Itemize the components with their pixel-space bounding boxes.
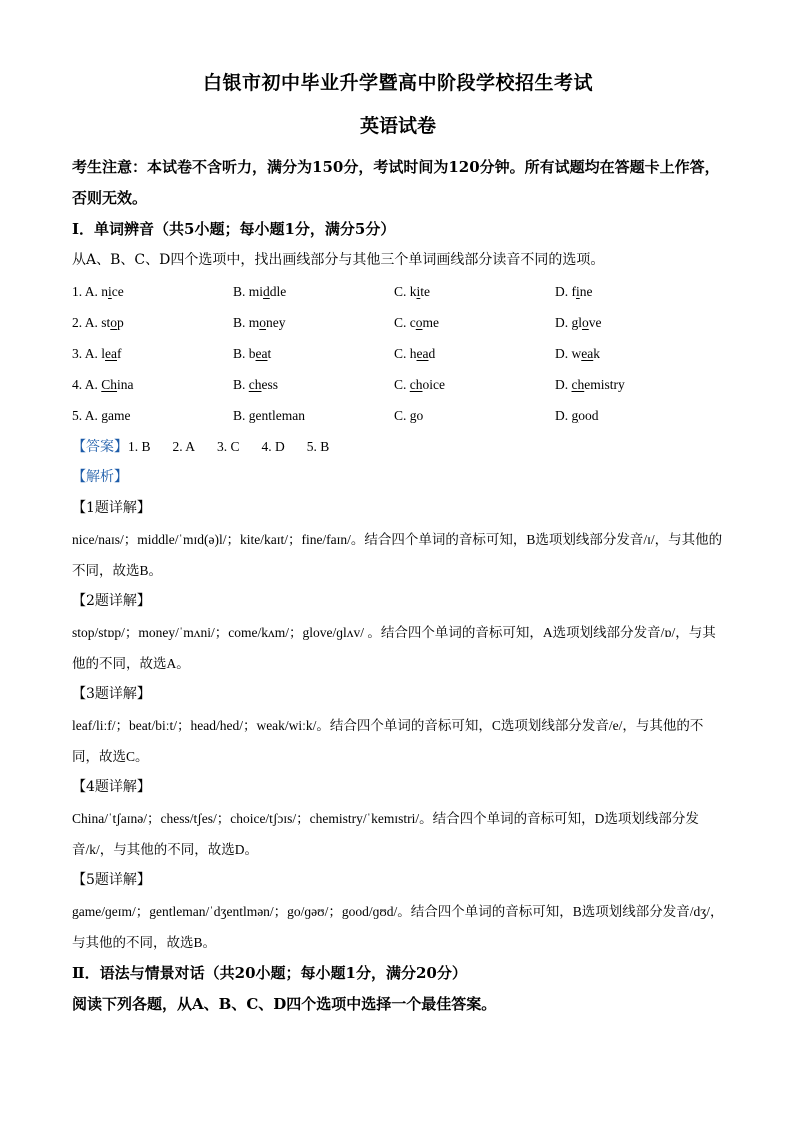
underlined-letters: ch: [409, 377, 423, 392]
question-option: [394, 400, 555, 431]
option-text: dle: [269, 284, 287, 299]
underlined-letters: Ch: [101, 377, 118, 392]
answer-values: [128, 439, 351, 454]
option-text: 2. A. st: [72, 315, 111, 330]
underlined-letters: ea: [416, 346, 429, 361]
option-text: f: [117, 346, 122, 361]
detail-text: China/ˈtʃaɪnə/；chess/tʃes/；choice/tʃɔɪs/；chemistry/ˈkemɪstri/。结合四个单词的音标可知，D选项划线部分发音/k/，与其他的不同，故选D。: [72, 811, 699, 857]
option-text: C.: [394, 408, 410, 423]
question-option: [394, 369, 555, 400]
question-option: [394, 276, 555, 307]
option-text: ve: [588, 315, 602, 330]
question-option: [233, 307, 394, 338]
option-text: o: [416, 408, 424, 423]
underlined-letters: ea: [105, 346, 117, 361]
detail-heading: 【3题详解】: [72, 686, 151, 702]
option-text: emistry: [584, 377, 625, 392]
option-text: B. b: [233, 346, 256, 361]
answer-value: 5. B: [306, 439, 330, 454]
question-option: [555, 338, 716, 369]
underlined-letters: ch: [248, 377, 262, 392]
underlined-letters: o: [582, 315, 589, 330]
option-text: C. c: [394, 315, 416, 330]
option-text: D. f: [555, 284, 576, 299]
detail-text: leaf/liːf/；beat/biːt/；head/hed/；weak/wiːk/。结合四个单词的音标可知，C选项划线部分发音/e/，与其他的不同，故选C。: [72, 718, 704, 764]
option-text: te: [420, 284, 431, 299]
underlined-letters: g: [101, 408, 109, 423]
option-text: d: [428, 346, 436, 361]
option-text: entleman: [255, 408, 305, 423]
option-text: ina: [117, 377, 134, 392]
question-option: [233, 276, 394, 307]
detail-text: game/ɡeɪm/；gentleman/ˈdʒentlmən/；go/ɡəʊ/；good/ɡʊd/。结合四个单词的音标可知，B选项划线部分发音/dʒ/，与其他的不同，故选B。: [72, 904, 724, 950]
analysis-tag: 【解析】: [72, 469, 128, 485]
underlined-letters: ea: [581, 346, 594, 361]
option-text: 1. A. n: [72, 284, 109, 299]
question-row: [72, 276, 724, 307]
question-option: [394, 307, 555, 338]
option-text: k: [593, 346, 600, 361]
question-option: [72, 400, 233, 431]
option-text: B.: [233, 408, 249, 423]
question-option: [555, 307, 716, 338]
exam-subtitle: 英语试卷: [359, 115, 436, 137]
underlined-letters: i: [108, 284, 112, 299]
underlined-letters: o: [110, 315, 118, 330]
underlined-letters: g: [571, 408, 579, 423]
option-text: p: [117, 315, 124, 330]
option-text: ne: [579, 284, 593, 299]
option-text: B. m: [233, 315, 260, 330]
underlined-letters: i: [576, 284, 580, 299]
option-text: C. k: [394, 284, 417, 299]
option-text: ame: [108, 408, 131, 423]
option-text: oice: [422, 377, 446, 392]
option-text: D. gl: [555, 315, 582, 330]
question-row: [72, 338, 724, 369]
underlined-letters: g: [248, 408, 256, 423]
detail-heading: 【2题详解】: [72, 593, 151, 609]
answer-value: 3. C: [217, 439, 240, 454]
option-text: B.: [233, 377, 249, 392]
question-list: [72, 276, 724, 431]
question-option: [555, 276, 716, 307]
section1-instruction: 从A、B、C、D四个选项中，找出画线部分与其他三个单词画线部分读音不同的选项。: [72, 252, 605, 268]
question-option: [233, 369, 394, 400]
option-text: C. h: [394, 346, 417, 361]
question-option: [394, 338, 555, 369]
question-row: [72, 369, 724, 400]
option-text: ess: [261, 377, 279, 392]
question-row: [72, 307, 724, 338]
section2-heading: Ⅱ．语法与情景对话（共20小题；每小题1分，满分20分）: [72, 964, 467, 982]
answer-value: 4. D: [261, 439, 285, 454]
question-option: [555, 400, 716, 431]
option-text: ney: [266, 315, 286, 330]
question-option: [72, 307, 233, 338]
option-text: C.: [394, 377, 410, 392]
underlined-letters: d: [263, 284, 270, 299]
question-option: [72, 276, 233, 307]
underlined-letters: o: [415, 315, 423, 330]
question-option: [72, 369, 233, 400]
option-text: me: [422, 315, 439, 330]
option-text: ce: [111, 284, 124, 299]
option-text: 3. A. l: [72, 346, 106, 361]
question-option: [233, 400, 394, 431]
section2-instruction: 阅读下列各题，从A、B、C、D四个选项中选择一个最佳答案。: [72, 995, 497, 1013]
option-text: D. w: [555, 346, 582, 361]
section1-heading: Ⅰ．单词辨音（共5小题；每小题1分，满分5分）: [72, 220, 396, 238]
exam-notice: 考生注意：本试卷不含听力，满分为150分，考试时间为120分钟。所有试题均在答题卡上作答，否则无效。: [72, 158, 720, 207]
question-row: [72, 400, 724, 431]
underlined-letters: ch: [571, 377, 585, 392]
option-text: ood: [578, 408, 599, 423]
detail-heading: 【1题详解】: [72, 500, 151, 516]
underlined-letters: g: [409, 408, 417, 423]
detail-text: stop/stɒp/；money/ˈmʌni/；come/kʌm/；glove/ɡlʌv/ 。结合四个单词的音标可知，A选项划线部分发音/ɒ/，与其他的不同，故选A。: [72, 625, 716, 671]
option-text: 5. A.: [72, 408, 102, 423]
underlined-letters: ea: [255, 346, 268, 361]
detail-text: nice/naɪs/；middle/ˈmɪd(ə)l/；kite/kaɪt/；fine/faɪn/。结合四个单词的音标可知，B选项划线部分发音/ɪ/，与其他的不同，故选B。: [72, 532, 723, 578]
question-option: [233, 338, 394, 369]
option-text: 4. A.: [72, 377, 102, 392]
question-option: [72, 338, 233, 369]
question-option: [555, 369, 716, 400]
option-text: t: [267, 346, 272, 361]
underlined-letters: o: [259, 315, 267, 330]
underlined-letters: i: [416, 284, 421, 299]
option-text: D.: [555, 408, 572, 423]
answer-tag: 【答案】: [72, 439, 128, 455]
option-text: B. mi: [233, 284, 264, 299]
answer-value: 1. B: [128, 439, 151, 454]
detail-list: [72, 493, 724, 958]
exam-title: 白银市初中毕业升学暨高中阶段学校招生考试: [202, 72, 593, 94]
answer-value: 2. A: [172, 439, 196, 454]
answer-line: [72, 431, 724, 462]
detail-heading: 【5题详解】: [72, 872, 151, 888]
detail-heading: 【4题详解】: [72, 779, 151, 795]
option-text: D.: [555, 377, 572, 392]
exam-page: [72, 66, 724, 1020]
